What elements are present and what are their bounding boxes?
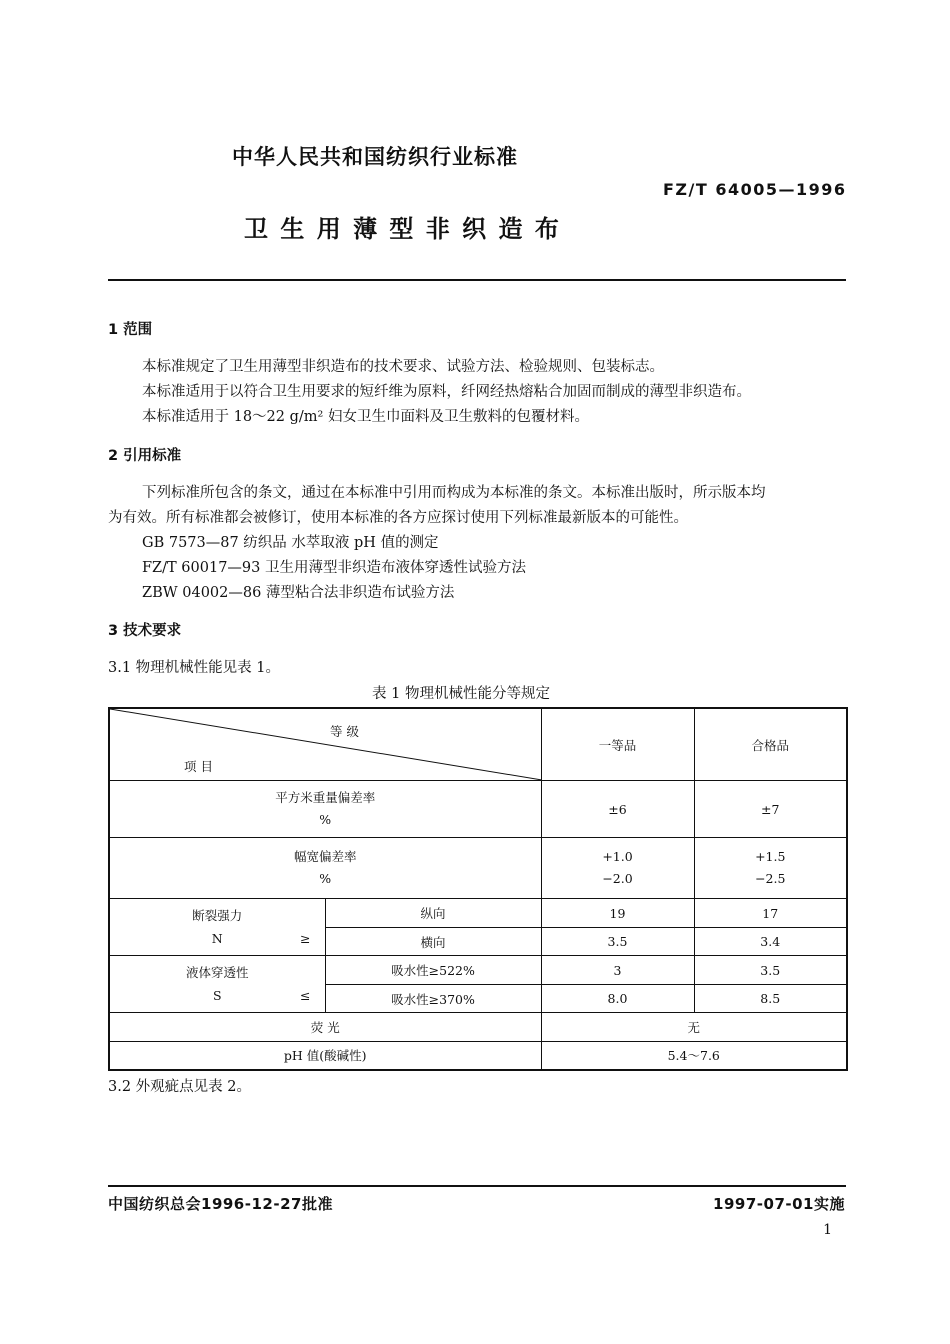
table-header-diagonal-cell [109,708,541,781]
row-breaking-strength-md: 纵向 [325,899,541,928]
row-weight-deviation-v2: ±7 [694,781,847,838]
footer-divider [108,1185,846,1187]
table-1 [108,707,848,1071]
table-1-caption: 表 1 物理机械性能分等规定 [372,686,550,702]
row-breaking-strength-md-v1: 19 [541,899,694,928]
row-width-deviation-label: 幅宽偏差率 % [109,838,541,899]
reference-item: GB 7573—87 纺织品 水萃取液 pH 值的测定 [142,535,439,551]
reference-item: FZ/T 60017—93 卫生用薄型非织造布液体穿透性试验方法 [142,560,526,576]
col-header-qualified: 合格品 [694,708,847,781]
section-1-para-3: 本标准适用于 18～22 g/m² 妇女卫生巾面料及卫生敷料的包覆材料。 [142,409,589,425]
row-liquid-strikethrough-370: 吸水性≥370% [325,985,541,1013]
clause-3-2: 3.2 外观疵点见表 2。 [108,1079,252,1095]
row-liquid-strikethrough-370-v1: 8.0 [541,985,694,1013]
section-3-heading: 3 技术要求 [108,623,182,639]
col-header-first-grade: 一等品 [541,708,694,781]
row-liquid-strikethrough-370-v2: 8.5 [694,985,847,1013]
approval-note: 中国纺织总会1996-12-27批准 [108,1195,333,1213]
section-1-para-1: 本标准规定了卫生用薄型非织造布的技术要求、试验方法、检验规则、包装标志。 [142,359,664,375]
row-width-deviation-v1: +1.0 −2.0 [541,838,694,899]
section-2-para-line-2: 为有效。所有标准都会被修订，使用本标准的各方应探讨使用下列标准最新版本的可能性。 [108,510,688,526]
row-breaking-strength-cd-v2: 3.4 [694,928,847,956]
row-breaking-strength-label: 断裂强力 N ≥ [109,899,325,956]
reference-item: ZBW 04002—86 薄型粘合法非织造布试验方法 [142,585,455,601]
header-divider [108,279,846,281]
row-breaking-strength-md-v2: 17 [694,899,847,928]
implementation-note: 1997-07-01实施 [713,1195,845,1213]
row-ph-label: pH 值(酸碱性) [109,1042,541,1070]
row-fluorescence-value: 无 [541,1013,847,1042]
row-weight-deviation-v1: ±6 [541,781,694,838]
section-1-para-2: 本标准适用于以符合卫生用要求的短纤维为原料，纤网经热熔粘合加固而制成的薄型非织造布。 [142,384,751,400]
row-breaking-strength-cd: 横向 [325,928,541,956]
section-1-heading: 1 范围 [108,322,153,338]
row-fluorescence-label: 荧 光 [109,1013,541,1042]
row-liquid-strikethrough-522: 吸水性≥522% [325,956,541,985]
row-width-deviation-v2: +1.5 −2.5 [694,838,847,899]
row-liquid-strikethrough-label: 液体穿透性 S ≤ [109,956,325,1013]
clause-3-1: 3.1 物理机械性能见表 1。 [108,660,281,676]
row-ph-value: 5.4～7.6 [541,1042,847,1070]
row-liquid-strikethrough-522-v1: 3 [541,956,694,985]
section-2-para-line-1: 下列标准所包含的条文，通过在本标准中引用而构成为本标准的条文。本标准出版时，所示版本均 [142,485,766,501]
diagonal-line [110,709,542,780]
standard-code: FZ/T 64005—1996 [663,180,847,199]
row-breaking-strength-cd-v1: 3.5 [541,928,694,956]
standard-org-title: 中华人民共和国纺织行业标准 [232,145,518,169]
header-grade-label: 等 级 [330,724,359,739]
row-weight-deviation-label: 平方米重量偏差率 % [109,781,541,838]
document-title: 卫 生 用 薄 型 非 织 造 布 [244,215,561,243]
section-2-heading: 2 引用标准 [108,448,182,464]
header-item-label: 项 目 [184,759,213,774]
page-number: 1 [823,1222,832,1238]
row-liquid-strikethrough-522-v2: 3.5 [694,956,847,985]
